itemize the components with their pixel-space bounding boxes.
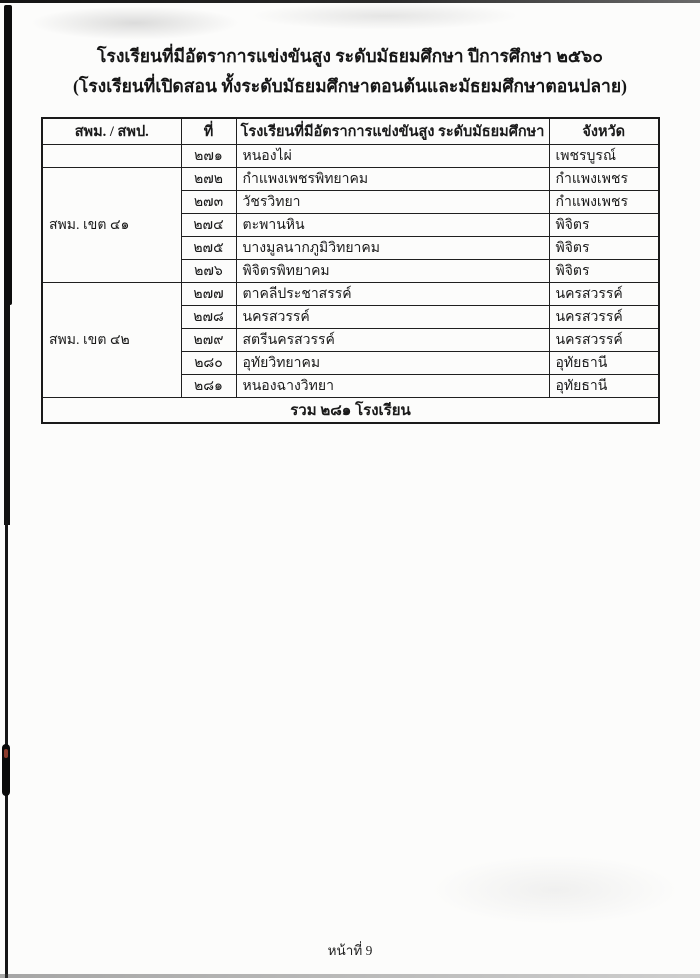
table-row xyxy=(42,168,659,191)
school-name-cell: กำแพงเพชรพิทยาคม xyxy=(236,168,549,191)
table-header-row xyxy=(42,118,659,145)
row-number-cell: ๒๗๔ xyxy=(181,214,236,237)
province-cell: พิจิตร xyxy=(549,237,659,260)
scan-artifact-smudge xyxy=(430,855,680,925)
document-title xyxy=(20,41,680,101)
school-name-cell: สตรีนครสวรรค์ xyxy=(236,329,549,352)
column-header-province: จังหวัด xyxy=(549,118,659,145)
schools-table xyxy=(41,117,660,424)
province-cell: นครสวรรค์ xyxy=(549,329,659,352)
row-number-cell: ๒๗๖ xyxy=(181,260,236,283)
row-number-cell: ๒๗๘ xyxy=(181,306,236,329)
title-line-1: โรงเรียนที่มีอัตราการแข่งขันสูง ระดับมัธยมศึกษา ปีการศึกษา ๒๕๖๐ xyxy=(97,46,603,66)
province-cell: กำแพงเพชร xyxy=(549,191,659,214)
school-name-cell: บางมูลนากภูมิวิทยาคม xyxy=(236,237,549,260)
page-number: หน้าที่ 9 xyxy=(327,943,373,958)
province-cell: นครสวรรค์ xyxy=(549,283,659,306)
row-number-cell: ๒๘๑ xyxy=(181,375,236,398)
table-total-row xyxy=(42,398,659,424)
row-number-cell: ๒๗๙ xyxy=(181,329,236,352)
school-name-cell: พิจิตรพิทยาคม xyxy=(236,260,549,283)
school-name-cell: หนองฉางวิทยา xyxy=(236,375,549,398)
province-cell: พิจิตร xyxy=(549,214,659,237)
row-number-cell: ๒๗๗ xyxy=(181,283,236,306)
school-name-cell: วัชรวิทยา xyxy=(236,191,549,214)
column-header-school: โรงเรียนที่มีอัตราการแข่งขันสูง ระดับมัธยมศึกษา xyxy=(236,118,549,145)
province-cell: นครสวรรค์ xyxy=(549,306,659,329)
row-number-cell: ๒๗๕ xyxy=(181,237,236,260)
table-row xyxy=(42,283,659,306)
scan-artifact-smudge xyxy=(30,6,240,40)
title-line-2: (โรงเรียนที่เปิดสอน ทั้งระดับมัธยมศึกษาตอนต้นและมัธยมศึกษาตอนปลาย) xyxy=(73,76,627,96)
province-cell: อุทัยธานี xyxy=(549,375,659,398)
school-name-cell: อุทัยวิทยาคม xyxy=(236,352,549,375)
district-cell: สพม. เขต ๔๒ xyxy=(42,283,181,398)
district-cell: สพม. เขต ๔๑ xyxy=(42,168,181,283)
district-cell xyxy=(42,145,181,168)
province-cell: พิจิตร xyxy=(549,260,659,283)
column-header-district: สพม. / สพป. xyxy=(42,118,181,145)
table-row xyxy=(42,145,659,168)
row-number-cell: ๒๗๒ xyxy=(181,168,236,191)
scan-artifact-smudge xyxy=(250,2,520,30)
province-cell: กำแพงเพชร xyxy=(549,168,659,191)
school-name-cell: นครสวรรค์ xyxy=(236,306,549,329)
row-number-cell: ๒๘๐ xyxy=(181,352,236,375)
scan-artifact-bottom-edge xyxy=(0,974,700,978)
school-name-cell: ตะพานหิน xyxy=(236,214,549,237)
scan-artifact-left-edge xyxy=(4,300,10,525)
province-cell: อุทัยธานี xyxy=(549,352,659,375)
total-cell: รวม ๒๘๑ โรงเรียน xyxy=(42,398,659,424)
school-name-cell: ตาคลีประชาสรรค์ xyxy=(236,283,549,306)
school-name-cell: หนองไผ่ xyxy=(236,145,549,168)
row-number-cell: ๒๗๓ xyxy=(181,191,236,214)
province-cell: เพชรบูรณ์ xyxy=(549,145,659,168)
column-header-number: ที่ xyxy=(181,118,236,145)
scan-artifact-left-edge xyxy=(4,5,12,305)
scan-artifact-red-mark xyxy=(4,749,8,758)
row-number-cell: ๒๗๑ xyxy=(181,145,236,168)
